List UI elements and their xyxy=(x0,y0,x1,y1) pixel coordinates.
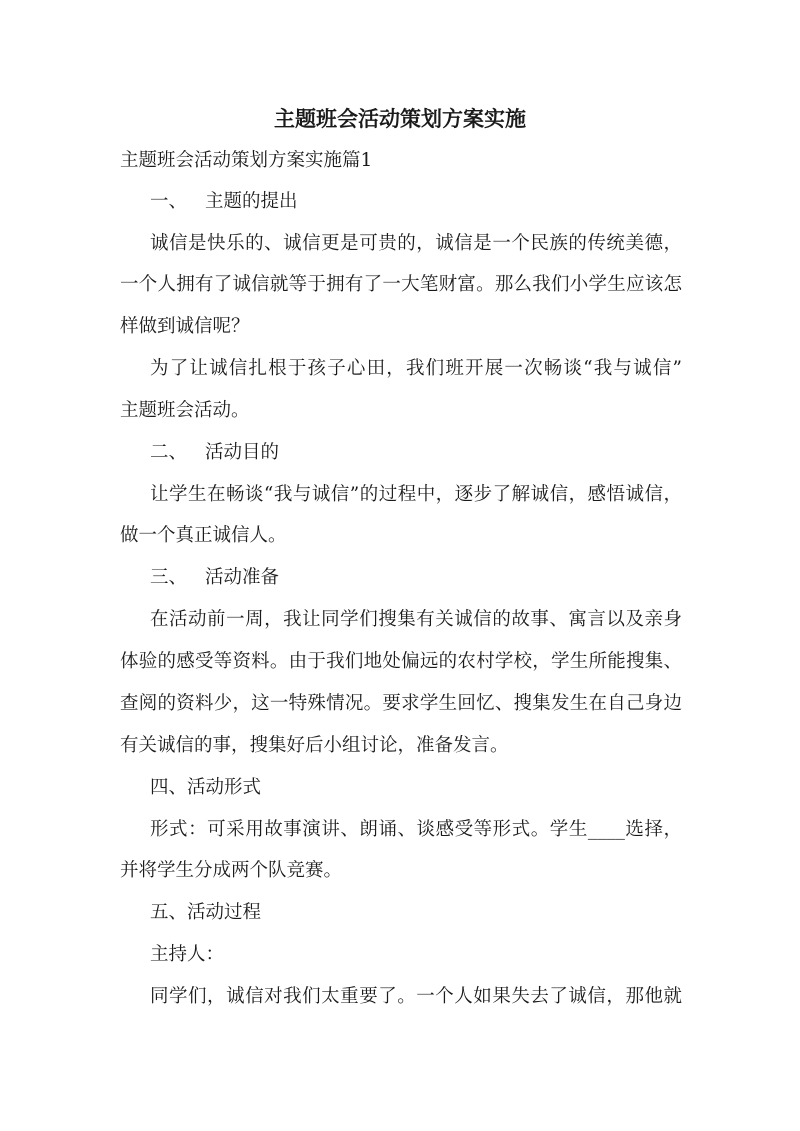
paragraph-line: 有关诚信的事，搜集好后小组讨论，准备发言。 xyxy=(120,735,509,756)
paragraph-line: 让学生在畅谈“我与诚信”的过程中，逐步了解诚信，感悟诚信， xyxy=(150,484,682,505)
section-number: 一、 xyxy=(150,191,188,212)
section-number: 三、 xyxy=(150,567,188,588)
paragraph-line: 体验的感受等资料。由于我们地处偏远的农村学校，学生所能搜集、 xyxy=(120,651,682,672)
section-title: 活动目的 xyxy=(205,442,280,463)
section-heading-3 xyxy=(150,565,279,591)
paragraph-line: 主题班会活动。 xyxy=(120,400,250,421)
paragraph-line: 同学们，诚信对我们太重要了。一个人如果失去了诚信，那他就 xyxy=(150,986,682,1007)
section-heading-2 xyxy=(150,440,279,466)
paragraph-line: 诚信是快乐的、诚信更是可贵的，诚信是一个民族的传统美德， xyxy=(150,233,682,254)
paragraph-line: 一个人拥有了诚信就等于拥有了一大笔财富。那么我们小学生应该怎 xyxy=(120,274,682,295)
paragraph-line: 形式：可采用故事演讲、朗诵、谈感受等形式。学生____选择， xyxy=(150,819,682,840)
section-number: 二、 xyxy=(150,442,188,463)
paragraph-line: 样做到诚信呢？ xyxy=(120,316,250,337)
section-heading-4: 四、活动形式 xyxy=(150,777,262,798)
document-title: 主题班会活动策划方案实施 xyxy=(274,106,526,131)
section-title: 主题的提出 xyxy=(205,191,298,212)
paragraph-line: 为了让诚信扎根于孩子心田，我们班开展一次畅谈“我与诚信” xyxy=(150,358,682,379)
document-subtitle: 主题班会活动策划方案实施篇1 xyxy=(120,150,373,171)
section-title: 活动准备 xyxy=(205,567,280,588)
paragraph-line: 主持人： xyxy=(150,944,225,965)
paragraph-line: 做一个真正诚信人。 xyxy=(120,525,287,546)
paragraph-line: 查阅的资料少，这一特殊情况。要求学生回忆、搜集发生在自己身边 xyxy=(120,693,682,714)
paragraph-line: 在活动前一周，我让同学们搜集有关诚信的故事、寓言以及亲身 xyxy=(150,609,682,630)
paragraph-line: 并将学生分成两个队竞赛。 xyxy=(120,860,343,881)
section-heading-1 xyxy=(150,189,298,215)
section-heading-5: 五、活动过程 xyxy=(150,902,262,923)
